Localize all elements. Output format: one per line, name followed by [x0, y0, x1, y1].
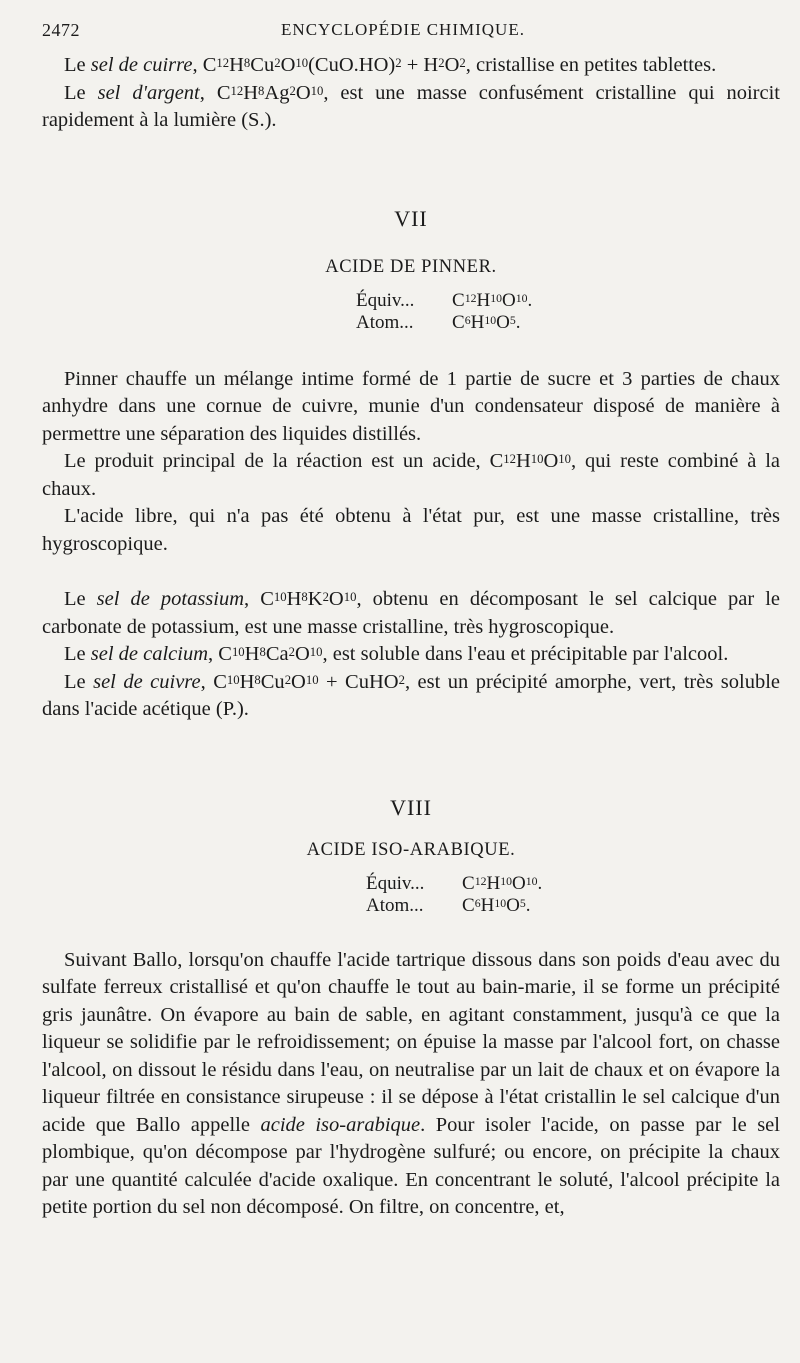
paragraph-pinner-method: Pinner chauffe un mélange intime formé de 1 partie de sucre et 3 parties de chaux anhydre dans une cornue de cuivre, munie d'un condensateur disposé de manière à permettre une séparation des liquides distillés. — [42, 367, 780, 445]
paragraph-main-product: Le produit principal de la réaction est un acide, $C^{12}H^{10}O^{10}$, qui reste combiné à la chaux. — [42, 450, 780, 500]
paragraph-copper-salt: Le sel de cuirre, $C^{12}H^8Cu^2O^{10}(CuO.HO)^2 + H^2O^2$, cristallise en petites tablettes. — [64, 54, 717, 76]
paragraph-potassium-salt: Le sel de potassium, $C^{10}H^8K^2O^{10}$, obtenu en décomposant le sel calcique par le carbonate de potassium, est une masse cristalline, très hygroscopique. — [42, 588, 780, 638]
formula-block-8 — [366, 873, 780, 917]
page-body — [42, 52, 780, 1222]
equiv-row-8: Équiv... $C^{12}H^{10}O^{10}$. — [366, 872, 543, 894]
formula-block — [356, 290, 780, 334]
page-number: 2472 — [42, 20, 80, 40]
section-title: ACIDE DE PINNER. — [325, 257, 497, 277]
running-title: ENCYCLOPÉDIE CHIMIQUE. — [281, 20, 525, 39]
paragraph-calcium-salt: Le sel de calcium, $C^{10}H^8Ca^2O^{10}$, est soluble dans l'eau et précipitable par l'alcool. — [64, 643, 729, 665]
paragraph-free-acid: L'acide libre, qui n'a pas été obtenu à l'état pur, est une masse cristalline, très hygroscopique. — [42, 505, 780, 555]
paragraph-ballo-method: Suivant Ballo, lorsqu'on chauffe l'acide tartrique dissous dans son poids d'eau avec du sulfate ferreux cristallisé et qu'on chauffe le tout au bain-marie, il se forme un précipité gris jaunâtre. On évapore au bain de sable, en agitant constamment, jusqu'à ce que la liqueur se solidifie par le refroidissement; on épuise la masse par l'alcool fort, on chasse l'alcool, on dissout le résidu dans l'eau, on neutralise par un lait de chaux et on évapore la liqueur filtrée en consistance sirupeuse : il se dépose à l'état cristallin le sel calcique d'un acide que Ballo appelle acide iso-arabique. Pour isoler l'acide, on passe par le sel plombique, qu'on décompose par l'hydrogène sulfuré; ou encore, on précipite la chaux par une quantité calculée d'acide oxalique. En concentrant le soluté, l'alcool précipite la petite portion du sel non décomposé. On filtre, on concentre, et, — [42, 948, 780, 1218]
section-number: VII — [394, 205, 428, 231]
equiv-row: Équiv... $C^{12}H^{10}O^{10}$. — [356, 289, 533, 311]
section-title-8: ACIDE ISO-ARABIQUE. — [306, 840, 516, 860]
page-header — [42, 20, 764, 46]
atom-row: Atom... $C^6H^{10}O^5$. — [356, 311, 521, 333]
section-number-8: VIII — [390, 794, 432, 820]
atom-row-8: Atom... $C^6H^{10}O^5$. — [366, 894, 531, 916]
paragraph-silver-salt: Le sel d'argent, $C^{12}H^8Ag^2O^{10}$, est une masse confusément cristalline qui noircit rapidement à la lumière (S.). — [42, 81, 780, 131]
paragraph-copper-salt-2: Le sel de cuivre, $C^{10}H^8Cu^2O^{10}$ + CuHO$^2$, est un précipité amorphe, vert, très soluble dans l'acide acétique (P.). — [42, 670, 780, 720]
